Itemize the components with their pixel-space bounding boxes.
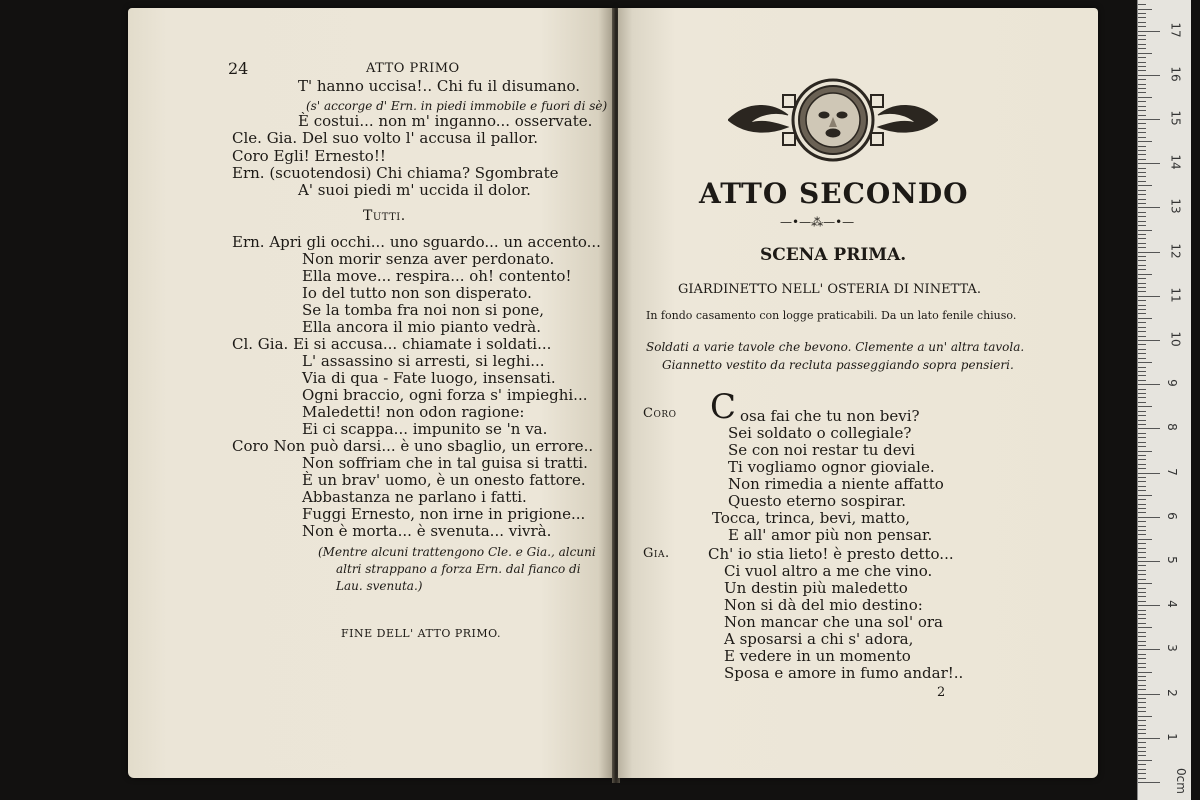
verse-line: Se la tomba fra noi non si pone, — [302, 301, 545, 319]
ruler-label: 9 — [1164, 379, 1179, 388]
ruler-tick — [1138, 243, 1146, 244]
speaker-label: Coro — [643, 406, 677, 421]
ruler-tick — [1138, 397, 1146, 398]
ruler-tick — [1138, 504, 1146, 505]
ruler-tick — [1138, 605, 1160, 606]
verse-line: Ti vogliamo ognor gioviale. — [728, 458, 935, 476]
ruler-tick — [1138, 296, 1160, 297]
ruler-tick — [1138, 252, 1160, 253]
stage-direction: Soldati a varie tavole che bevono. Clemente a un' altra tavola. — [646, 340, 1025, 354]
ruler-tick — [1138, 256, 1146, 257]
ruler-tick — [1138, 548, 1146, 549]
verse-line: Ella ancora il mio pianto vedrà. — [302, 318, 542, 336]
ruler-tick — [1138, 132, 1146, 133]
ruler-label: 17 — [1168, 21, 1183, 38]
ruler-tick — [1138, 313, 1146, 314]
divider-rule: —•—⁂—•— — [780, 215, 855, 229]
ruler-tick — [1138, 9, 1152, 10]
ruler-tick — [1138, 782, 1160, 783]
ruler-tick — [1138, 207, 1160, 208]
ruler-tick — [1138, 278, 1146, 279]
stage-direction: In fondo casamento con logge praticabili. Da un lato fenile chiuso. — [646, 309, 1017, 322]
ruler-tick — [1138, 508, 1146, 509]
ruler-tick — [1138, 247, 1146, 248]
ruler-tick — [1138, 477, 1146, 478]
ruler-tick — [1138, 384, 1160, 385]
ruler-tick — [1138, 667, 1146, 668]
verse-line: Ogni braccio, ogni forza s' impieghi... — [302, 386, 588, 404]
ruler-tick — [1138, 424, 1146, 425]
ruler-tick — [1138, 353, 1146, 354]
ruler-label: 6 — [1164, 511, 1179, 520]
ruler-tick — [1138, 623, 1146, 624]
verse-line: Non mancar che una sol' ora — [724, 613, 943, 631]
verse-line: È un brav' uomo, è un onesto fattore. — [302, 471, 586, 489]
ruler-tick — [1138, 773, 1146, 774]
ruler-tick — [1138, 583, 1152, 584]
ruler-tick — [1138, 375, 1146, 376]
ruler-tick — [1138, 557, 1146, 558]
verse-line: T' hanno uccisa!.. Chi fu il disumano. — [298, 77, 581, 95]
ruler-tick — [1138, 420, 1146, 421]
ruler-tick — [1138, 234, 1146, 235]
measuring-ruler — [1137, 0, 1191, 800]
ruler-label: 1 — [1164, 732, 1179, 741]
ruler-tick — [1138, 367, 1146, 368]
ruler-tick — [1138, 260, 1146, 261]
ruler-tick — [1138, 181, 1146, 182]
ruler-tick — [1138, 88, 1146, 89]
act-title: ATTO SECONDO — [699, 177, 969, 210]
ruler-tick — [1138, 216, 1146, 217]
ruler-tick — [1138, 13, 1146, 14]
ruler-tick — [1138, 300, 1146, 301]
stage-direction: (s' accorge d' Ern. in piedi immobile e fuori di sè) — [306, 99, 608, 113]
ruler-tick — [1138, 561, 1160, 562]
ruler-tick — [1138, 751, 1146, 752]
ruler-label: 3 — [1164, 644, 1179, 653]
ruler-tick — [1138, 778, 1146, 779]
ruler-tick — [1138, 636, 1146, 637]
ruler-tick — [1138, 380, 1146, 381]
ruler-tick — [1138, 123, 1146, 124]
ruler-tick — [1138, 738, 1160, 739]
ruler-tick — [1138, 291, 1146, 292]
ruler-tick — [1138, 128, 1146, 129]
ruler-label: 2 — [1164, 688, 1179, 697]
ruler-label: 12 — [1168, 242, 1183, 259]
ruler-tick — [1138, 437, 1146, 438]
ruler-tick — [1138, 716, 1152, 717]
ruler-tick — [1138, 154, 1146, 155]
ruler-tick — [1138, 150, 1146, 151]
ruler-tick — [1138, 70, 1146, 71]
ruler-tick — [1138, 362, 1152, 363]
verse-line: Coro Non può darsi... è uno sbaglio, un errore.. — [232, 437, 594, 455]
ruler-tick — [1138, 238, 1146, 239]
ruler-tick — [1138, 725, 1146, 726]
ruler-tick — [1138, 694, 1160, 695]
verse-line: Maledetti! non odon ragione: — [302, 403, 525, 421]
ruler-tick — [1138, 707, 1146, 708]
drop-cap: C — [710, 387, 737, 427]
verse-line: A sposarsi a chi s' adora, — [724, 630, 914, 648]
ruler-tick — [1138, 349, 1146, 350]
ruler-tick — [1138, 442, 1146, 443]
ruler-tick — [1138, 331, 1146, 332]
ruler-tick — [1138, 698, 1146, 699]
ruler-tick — [1138, 322, 1146, 323]
ruler-tick — [1138, 530, 1146, 531]
ruler-tick — [1138, 371, 1146, 372]
verse-line: Sei soldato o collegiale? — [728, 424, 912, 442]
ruler-tick — [1138, 689, 1146, 690]
verse-line: Ci vuol altro a me che vino. — [724, 562, 933, 580]
verse-line: A' suoi piedi m' uccida il dolor. — [298, 181, 531, 199]
ruler-tick — [1138, 614, 1146, 615]
ruler-tick — [1138, 22, 1146, 23]
ruler-tick — [1138, 512, 1146, 513]
ruler-tick — [1138, 433, 1146, 434]
ruler-tick — [1138, 729, 1146, 730]
ruler-tick — [1138, 459, 1146, 460]
ruler-tick — [1138, 627, 1152, 628]
ruler-tick — [1138, 601, 1146, 602]
ruler-tick — [1138, 66, 1146, 67]
ruler-tick — [1138, 389, 1146, 390]
ruler-tick — [1138, 632, 1146, 633]
verse-line: Non morir senza aver perdonato. — [302, 250, 555, 268]
ruler-label: 4 — [1164, 600, 1179, 609]
ruler-tick — [1138, 225, 1146, 226]
verse-line: Io del tutto non son disperato. — [302, 284, 532, 302]
stage-direction: Giannetto vestito da recluta passeggiando sopra pensieri. — [662, 358, 1014, 372]
ruler-tick — [1138, 658, 1146, 659]
ruler-tick — [1138, 344, 1146, 345]
ruler-tick — [1138, 274, 1152, 275]
ruler-tick — [1138, 680, 1146, 681]
ruler-tick — [1138, 446, 1146, 447]
ruler-tick — [1138, 309, 1146, 310]
ruler-tick — [1138, 574, 1146, 575]
ruler-tick — [1138, 672, 1152, 673]
verse-line: Se con noi restar tu devi — [728, 441, 915, 459]
ruler-tick — [1138, 106, 1146, 107]
ruler-tick — [1138, 35, 1146, 36]
ruler-tick — [1138, 269, 1146, 270]
verse-line: Non è morta... è svenuta... vivrà. — [302, 522, 552, 540]
ruler-tick — [1138, 172, 1146, 173]
ruler-tick — [1138, 742, 1146, 743]
ruler-tick — [1138, 455, 1146, 456]
verse-line: Fuggi Ernesto, non irne in prigione... — [302, 505, 586, 523]
ruler-tick — [1138, 769, 1146, 770]
ruler-tick — [1138, 473, 1160, 474]
ruler-tick — [1138, 406, 1152, 407]
ruler-tick — [1138, 53, 1152, 54]
verse-line: Ern. (scuotendosi) Chi chiama? Sgombrate — [232, 164, 559, 182]
ruler-tick — [1138, 415, 1146, 416]
ruler-tick — [1138, 185, 1152, 186]
ruler-tick — [1138, 588, 1146, 589]
ruler-label: 0cm — [1173, 768, 1188, 794]
ruler-tick — [1138, 565, 1146, 566]
signature-mark: 2 — [937, 685, 946, 700]
ruler-label: 5 — [1164, 556, 1179, 564]
verse-line: Sposa e amore in fumo andar!.. — [724, 664, 964, 682]
ruler-tick — [1138, 649, 1160, 650]
stage-direction: (Mentre alcuni trattengono Cle. e Gia., alcuni — [318, 545, 596, 559]
ruler-tick — [1138, 39, 1146, 40]
ruler-tick — [1138, 190, 1146, 191]
ruler-tick — [1138, 265, 1146, 266]
ruler-tick — [1138, 305, 1146, 306]
ruler-tick — [1138, 62, 1146, 63]
ruler-tick — [1138, 230, 1152, 231]
verse-line: Non soffriam che in tal guisa si tratti. — [302, 454, 588, 472]
ruler-tick — [1138, 92, 1146, 93]
ruler-tick — [1138, 159, 1146, 160]
ruler-tick — [1138, 402, 1146, 403]
ruler-tick — [1138, 654, 1146, 655]
ruler-tick — [1138, 176, 1146, 177]
ruler-tick — [1138, 592, 1146, 593]
verse-line: Tocca, trinca, bevi, matto, — [712, 509, 910, 527]
ruler-tick — [1138, 194, 1146, 195]
verse-line: Ern. Apri gli occhi... uno sguardo... un accento... — [232, 233, 601, 251]
ruler-tick — [1138, 526, 1146, 527]
ruler-label: 14 — [1168, 154, 1183, 170]
ruler-tick — [1138, 101, 1146, 102]
ruler-tick — [1138, 733, 1146, 734]
ruler-tick — [1138, 543, 1146, 544]
page-number: 24 — [228, 59, 249, 78]
ruler-tick — [1138, 340, 1160, 341]
verse-line: Cle. Gia. Del suo volto l' accusa il pallor. — [232, 129, 539, 147]
verse-line: Non rimedia a niente affatto — [728, 475, 944, 493]
ruler-tick — [1138, 499, 1146, 500]
ruler-tick — [1138, 747, 1146, 748]
ruler-tick — [1138, 168, 1146, 169]
ruler-tick — [1138, 641, 1146, 642]
ruler-label: 11 — [1168, 287, 1183, 303]
ruler-tick — [1138, 685, 1146, 686]
scene-title: SCENA PRIMA. — [760, 245, 907, 265]
ruler-tick — [1138, 393, 1146, 394]
ruler-tick — [1138, 468, 1146, 469]
ruler-tick — [1138, 141, 1152, 142]
ruler-tick — [1138, 221, 1146, 222]
ruler-tick — [1138, 137, 1146, 138]
verse-line: Ch' io stia lieto! è presto detto... — [708, 545, 954, 563]
ruler-tick — [1138, 115, 1146, 116]
ruler-tick — [1138, 720, 1146, 721]
speaker-label: Gia. — [643, 546, 670, 561]
ruler-tick — [1138, 481, 1146, 482]
verse-line: Via di qua - Fate luogo, insensati. — [302, 369, 556, 387]
verse-line: Ella move... respira... oh! contento! — [302, 267, 572, 285]
ruler-tick — [1138, 119, 1160, 120]
ruler-tick — [1138, 84, 1146, 85]
ruler-tick — [1138, 539, 1152, 540]
verse-line: È costui... non m' inganno... osservate. — [298, 112, 593, 130]
ruler-tick — [1138, 521, 1146, 522]
ruler-tick — [1138, 618, 1146, 619]
ruler-tick — [1138, 327, 1146, 328]
act-end-note: FINE DELL' ATTO PRIMO. — [341, 627, 502, 640]
ruler-label: 8 — [1164, 423, 1179, 432]
ruler-tick — [1138, 283, 1146, 284]
verse-line: Coro Egli! Ernesto!! — [232, 147, 386, 165]
ruler-tick — [1138, 534, 1146, 535]
ruler-tick — [1138, 358, 1146, 359]
ruler-tick — [1138, 702, 1146, 703]
ruler-tick — [1138, 44, 1146, 45]
ruler-tick — [1138, 552, 1146, 553]
ruler-tick — [1138, 318, 1152, 319]
ruler-label: 7 — [1164, 467, 1179, 476]
ruler-tick — [1138, 336, 1146, 337]
ruler-tick — [1138, 212, 1146, 213]
ruler-label: 13 — [1168, 198, 1183, 215]
ruler-tick — [1138, 17, 1146, 18]
verse-line: Ei ci scappa... impunito se 'n va. — [302, 420, 548, 438]
ruler-tick — [1138, 764, 1146, 765]
ruler-tick — [1138, 464, 1146, 465]
stage-direction: Lau. svenuta.) — [336, 579, 423, 593]
ruler-tick — [1138, 4, 1146, 5]
verse-line: E all' amor più non pensar. — [728, 526, 933, 544]
ruler-tick — [1138, 451, 1152, 452]
ruler-tick — [1138, 428, 1160, 429]
verse-line: Abbastanza ne parlano i fatti. — [302, 488, 527, 506]
ruler-tick — [1138, 596, 1146, 597]
verse-line: Non si dà del mio destino: — [724, 596, 923, 614]
ruler-tick — [1138, 517, 1160, 518]
verse-line: L' assassino si arresti, si leghi... — [302, 352, 545, 370]
scene-setting: GIARDINETTO NELL' OSTERIA DI NINETTA. — [678, 282, 981, 297]
ruler-tick — [1138, 203, 1146, 204]
verse-line: E vedere in un momento — [724, 647, 911, 665]
ruler-label: 10 — [1168, 331, 1183, 347]
ruler-tick — [1138, 26, 1146, 27]
ruler-tick — [1138, 755, 1146, 756]
ruler-tick — [1138, 486, 1146, 487]
ruler-tick — [1138, 676, 1146, 677]
verse-line: Cl. Gia. Ei si accusa... chiamate i soldati... — [232, 335, 552, 353]
ruler-tick — [1138, 97, 1152, 98]
ruler-tick — [1138, 199, 1146, 200]
verse-line: Un destin più maledetto — [724, 579, 908, 597]
ruler-tick — [1138, 610, 1146, 611]
ruler-tick — [1138, 163, 1160, 164]
ruler-label: 16 — [1168, 66, 1183, 82]
ruler-tick — [1138, 110, 1146, 111]
ruler-tick — [1138, 75, 1160, 76]
ruler-tick — [1138, 663, 1146, 664]
ruler-tick — [1138, 490, 1146, 491]
ruler-tick — [1138, 760, 1152, 761]
verse-line: Questo eterno sospirar. — [728, 492, 907, 510]
ruler-tick — [1138, 31, 1160, 32]
verse-line: osa fai che tu non bevi? — [740, 407, 920, 425]
running-head: ATTO PRIMO — [366, 61, 460, 76]
ruler-tick — [1138, 146, 1146, 147]
speaker-heading: Tutti. — [363, 208, 406, 224]
ruler-tick — [1138, 287, 1146, 288]
ruler-tick — [1138, 79, 1146, 80]
ruler-tick — [1138, 579, 1146, 580]
ruler-tick — [1138, 570, 1146, 571]
ruler-tick — [1138, 57, 1146, 58]
stage-direction: altri strappano a forza Ern. dal fianco di — [336, 562, 581, 576]
ruler-tick — [1138, 495, 1152, 496]
ruler-tick — [1138, 711, 1146, 712]
ruler-tick — [1138, 48, 1146, 49]
theatre-mask-medallion-icon — [728, 75, 938, 165]
ruler-tick — [1138, 645, 1146, 646]
ruler-tick — [1138, 411, 1146, 412]
ruler-label: 15 — [1168, 110, 1183, 126]
